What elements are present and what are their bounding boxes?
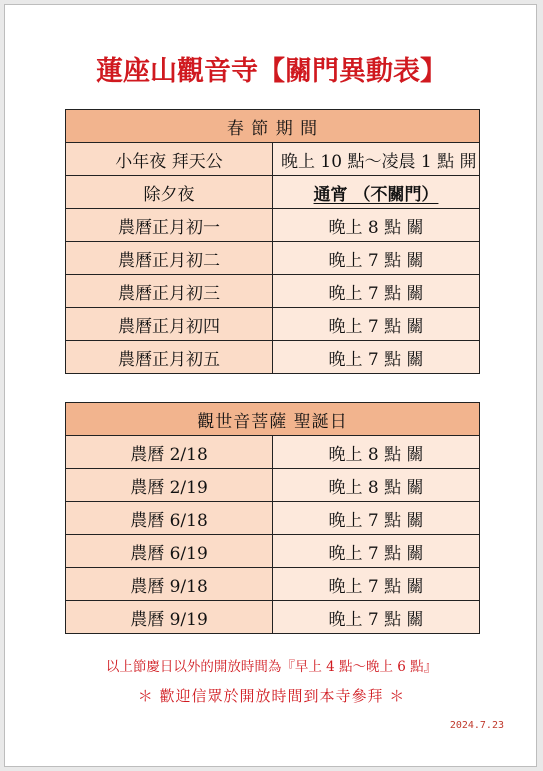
guanyin-birthday-table xyxy=(65,402,480,634)
table-row xyxy=(66,209,480,242)
row-label: 除夕夜 xyxy=(66,176,273,209)
table-row xyxy=(66,601,480,634)
row-label: 農曆 2/19 xyxy=(66,469,273,502)
row-label: 農曆正月初四 xyxy=(66,308,273,341)
table-row xyxy=(66,275,480,308)
row-value: 晚上 7 點 關 xyxy=(273,308,480,341)
row-label: 農曆 6/19 xyxy=(66,535,273,568)
row-value: 晚上 7 點 關 xyxy=(273,242,480,275)
row-value: 通宵 （不關門） xyxy=(273,176,480,209)
row-label: 農曆正月初二 xyxy=(66,242,273,275)
table-row xyxy=(66,436,480,469)
document-page xyxy=(4,4,537,767)
row-value: 晚上 8 點 關 xyxy=(273,469,480,502)
row-label: 農曆正月初五 xyxy=(66,341,273,374)
spring-header: 春 節 期 間 xyxy=(66,110,480,143)
row-value: 晚上 7 點 關 xyxy=(273,601,480,634)
row-value: 晚上 8 點 關 xyxy=(273,436,480,469)
document-date: 2024.7.23 xyxy=(449,720,504,731)
row-label: 農曆正月初三 xyxy=(66,275,273,308)
row-label: 農曆正月初一 xyxy=(66,209,273,242)
row-value: 晚上 7 點 關 xyxy=(273,535,480,568)
table-row xyxy=(66,568,480,601)
table-row xyxy=(66,535,480,568)
table-row xyxy=(66,143,480,176)
row-value: 晚上 7 點 關 xyxy=(273,341,480,374)
table-row xyxy=(66,502,480,535)
row-value: 晚上 7 點 關 xyxy=(273,275,480,308)
table-row xyxy=(66,341,480,374)
spring-festival-table xyxy=(65,109,480,374)
table-row xyxy=(66,242,480,275)
opening-hours-note: 以上節慶日以外的開放時間為『早上 4 點～晚上 6 點』 xyxy=(105,659,438,675)
table-header-row xyxy=(66,110,480,143)
row-value: 晚上 7 點 關 xyxy=(273,502,480,535)
row-value: 晚上 7 點 關 xyxy=(273,568,480,601)
welcome-message: ＊ 歡迎信眾於開放時間到本寺參拜 ＊ xyxy=(137,687,406,705)
table-row xyxy=(66,176,480,209)
page-title: 蓮座山觀音寺【關門異動表】 xyxy=(96,56,447,87)
row-label: 農曆 9/19 xyxy=(66,601,273,634)
row-label: 農曆 2/18 xyxy=(66,436,273,469)
row-label: 農曆 9/18 xyxy=(66,568,273,601)
table-row xyxy=(66,469,480,502)
row-value: 晚上 8 點 關 xyxy=(273,209,480,242)
guanyin-header: 觀世音菩薩 聖誕日 xyxy=(66,403,480,436)
row-value: 晚上 10 點～凌晨 1 點 開 xyxy=(273,143,480,176)
table-header-row xyxy=(66,403,480,436)
row-label: 農曆 6/18 xyxy=(66,502,273,535)
row-label: 小年夜 拜天公 xyxy=(66,143,273,176)
table-row xyxy=(66,308,480,341)
